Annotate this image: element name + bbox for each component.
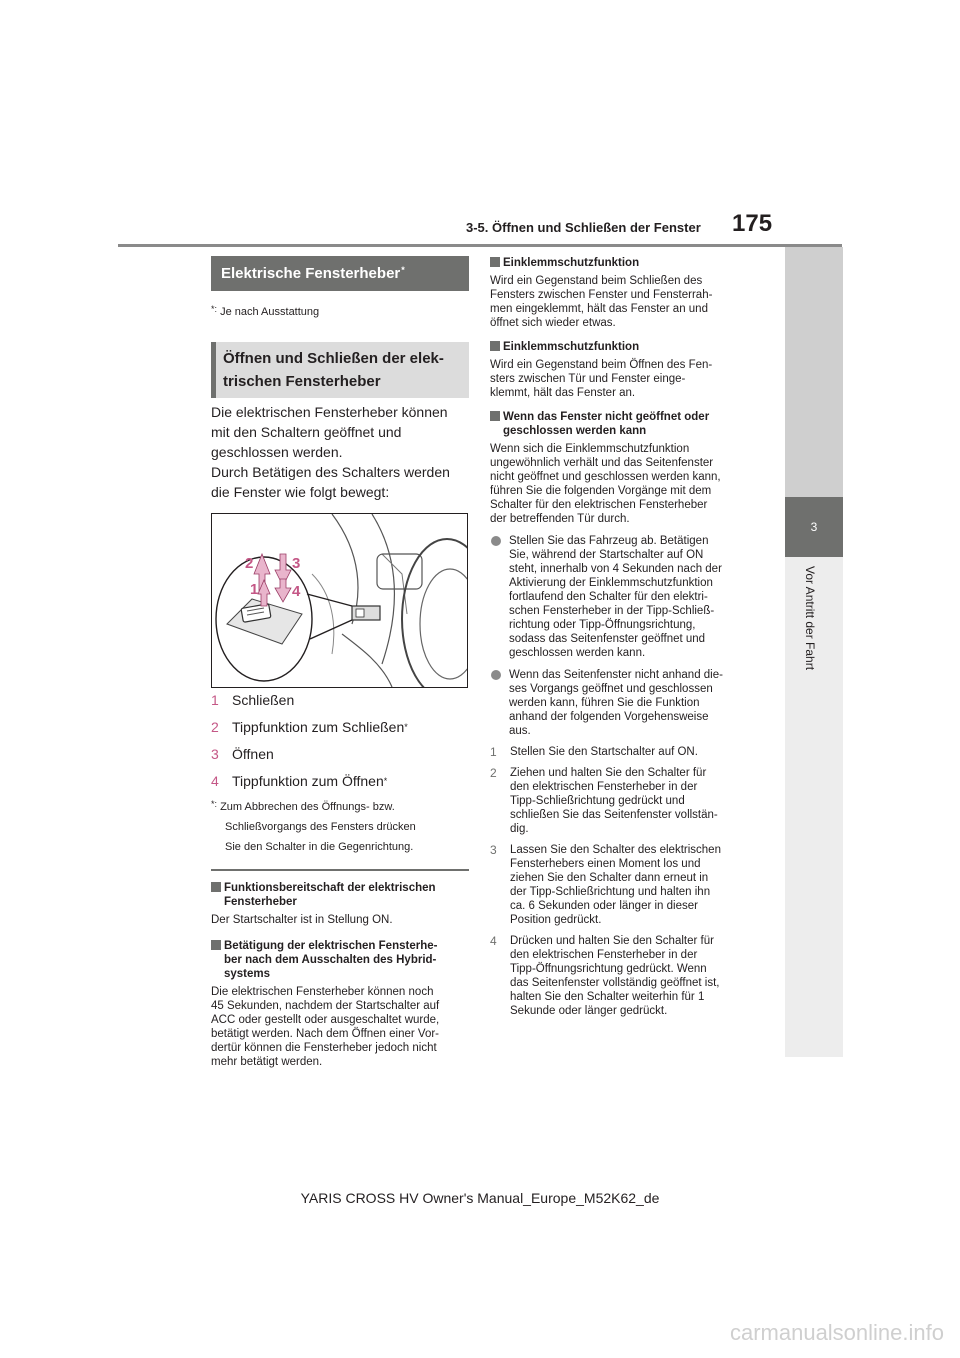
footnote-line: Zum Abbrechen des Öffnungs- bzw. [220,801,395,813]
info-heading-line: Betätigung der elektrischen Fensterhe- [224,940,438,952]
bullet-line: ses Vorgangs geöffnet und geschlossen [509,683,713,695]
info-body-line: der betreffenden Tür durch. [490,513,630,525]
step-number: 1 [211,692,219,708]
page-footer: YARIS CROSS HV Owner's Manual_Europe_M52K62_de [300,1190,660,1206]
numbered-step-line: Lassen Sie den Schalter des elektrischen [510,844,721,856]
bullet-line: Aktivierung der Einklemmschutzfunktion [509,577,713,589]
numbered-step-line: den elektrischen Fensterheber in der [510,781,698,793]
window-switch-illustration [211,513,468,688]
bullet-item [490,534,750,660]
info-body [490,442,750,526]
info-heading [490,256,750,270]
intro-line: mit den Schaltern geöffnet und [211,424,402,440]
availability-note [211,306,319,318]
numbered-step-line: ca. 6 Sekunden oder länger in dieser [510,900,698,912]
step-text: Tippfunktion zum Öffnen [232,773,384,789]
intro-line: die Fenster wie folgt bewegt: [211,484,390,500]
step-item [211,719,471,746]
numbered-step-line: Drücken und halten Sie den Schalter für [510,935,714,947]
info-heading [490,410,750,438]
info-block [490,410,750,526]
bullet-line: schen Fensterheber in der Tipp-Schließ- [509,605,715,617]
intro-line: geschlossen werden. [211,444,343,460]
right-column [490,256,750,1018]
numbered-step-line: den elektrischen Fensterheber in der [510,949,698,961]
info-body-line: Wird ein Gegenstand beim Öffnen des Fen- [490,359,713,371]
section-title: 3-5. Öffnen und Schließen der Fenster [466,220,701,235]
bullet-line: richtung oder Tipp-Öffnungsrichtung, [509,619,696,631]
info-body-line: sters zwischen Tür und Fenster einge- [490,373,686,385]
info-body-line: ACC oder gestellt oder ausgeschaltet wurde, [211,1014,440,1026]
info-body-line: Wird ein Gegenstand beim Schließen des [490,275,703,287]
side-strip-top [785,247,843,497]
bullet-line: werden kann, führen Sie die Funktion [509,697,700,709]
footnote [211,797,471,857]
step-number: 3 [211,746,219,762]
intro-line: Die elektrischen Fensterheber können [211,404,448,420]
chapter-number: 3 [810,520,818,534]
numbered-step [490,843,750,927]
footnote-line: Schließvorgangs des Fensters drücken [225,821,416,833]
main-heading [211,256,469,291]
numbered-step-number: 2 [490,766,497,780]
info-body-line: öffnet sich wieder etwas. [490,317,616,329]
info-heading-line: Einklemmschutzfunktion [503,257,640,269]
info-heading [211,881,469,909]
left-info-blocks [211,881,469,1079]
info-body-line: Der Startschalter ist in Stellung ON. [211,914,393,926]
info-heading [211,939,469,981]
footnote-line: Sie den Schalter in die Gegenrichtung. [225,841,414,853]
step-list [211,692,471,800]
chapter-tab[interactable] [785,497,843,557]
bullet-item [490,668,750,738]
step-mark: * [404,722,408,732]
chapter-label: Vor Antritt der Fahrt [803,566,817,671]
header-rule [118,244,842,247]
figure-label-4: 4 [292,583,301,600]
bullet-line: sodass das Seitenfenster geöffnet und [509,633,706,645]
page-number: 175 [732,210,773,237]
illustration-svg [212,514,467,687]
numbered-step-line: Tipp-Schließrichtung gedrückt und [510,795,685,807]
figure-label-3: 3 [292,555,301,572]
square-bullet-icon [211,882,221,892]
numbered-step [490,766,750,836]
info-body-line: men eingeklemmt, hält das Fenster an und [490,303,708,315]
info-body-line: betätigt werden. Nach dem Öffnen einer Vor- [211,1028,440,1040]
bullet-line: anhand der folgenden Vorgehensweise [509,711,709,723]
watermark: carmanualsonline.info [729,1320,944,1345]
info-block [490,340,750,400]
info-body-line: Wenn sich die Einklemmschutzfunktion [490,443,690,455]
numbered-step-line: dig. [510,823,529,835]
bullet-line: Wenn das Seitenfenster nicht anhand die- [509,669,723,681]
info-body-line: dertür können die Fensterheber jedoch nicht [211,1042,437,1054]
bullet-line: steht, innerhalb von 4 Sekunden nach der [509,563,722,575]
square-bullet-icon [211,940,221,950]
step-number: 2 [211,719,219,735]
info-body-line: 45 Sekunden, nachdem der Startschalter auf [211,1000,440,1012]
circle-bullet-icon [491,670,501,680]
info-body [211,985,469,1069]
figure-label-1: 1 [250,581,259,598]
numbered-step-line: Position gedrückt. [510,914,602,926]
main-heading-text: Elektrische Fensterheber [221,265,401,282]
info-body-line: ungewöhnlich verhält und das Seitenfenster [490,457,714,469]
numbered-step [490,934,750,1018]
info-body-line: Die elektrischen Fensterheber können noch [211,986,434,998]
numbered-step-line: halten Sie den Schalter weiterhin für 1 [510,991,705,1003]
square-bullet-icon [490,341,500,351]
sub-heading [211,342,469,398]
sub-heading-line2: trischen Fensterheber [223,373,381,390]
intro-line: Durch Betätigen des Schalters werden [211,464,450,480]
main-heading-mark: * [401,264,405,275]
info-body-line: Fensters zwischen Fenster und Fensterrah- [490,289,713,301]
info-heading [490,340,750,354]
info-heading-line: geschlossen werden kann [503,425,647,437]
numbered-step-line: der Tipp-Schließrichtung und halten ihn [510,886,711,898]
bullet-line: Stellen Sie das Fahrzeug ab. Betätigen [509,535,709,547]
info-body [490,274,750,330]
numbered-step-number: 4 [490,934,497,948]
step-item [211,773,471,800]
info-heading-line: systems [224,968,271,980]
section-divider [211,869,469,871]
numbered-step-line: Sekunde oder länger gedrückt. [510,1005,668,1017]
info-body [211,913,469,927]
step-text: Öffnen [232,746,274,762]
availability-note-mark: *: [211,304,218,314]
info-body-line: Schalter für den elektrischen Fensterheber [490,499,708,511]
intro-text [211,402,471,502]
info-heading-line: Fensterheber [224,896,297,908]
numbered-step-line: Ziehen und halten Sie den Schalter für [510,767,707,779]
square-bullet-icon [490,257,500,267]
numbered-step-number: 3 [490,843,497,857]
step-number: 4 [211,773,219,789]
info-block [211,881,469,927]
step-text: Tippfunktion zum Schließen [232,719,405,735]
info-body-line: führen Sie die folgenden Vorgänge mit dem [490,485,712,497]
step-item [211,746,471,773]
numbered-step-line: Stellen Sie den Startschalter auf ON. [510,746,698,758]
bullet-line: geschlossen werden kann. [509,647,646,659]
info-heading-line: ber nach dem Ausschalten des Hybrid- [224,954,437,966]
info-heading-line: Wenn das Fenster nicht geöffnet oder [503,411,710,423]
info-body-line: nicht geöffnet und geschlossen werden kann, [490,471,721,483]
bullet-line: fortlaufend den Schalter für den elektri- [509,591,708,603]
numbered-step-line: Tipp-Öffnungsrichtung gedrückt. Wenn [510,963,707,975]
bullet-line: Sie, während der Startschalter auf ON [509,549,704,561]
square-bullet-icon [490,411,500,421]
info-heading-line: Einklemmschutzfunktion [503,341,640,353]
chapter-label-wrap [803,566,817,670]
bullet-line: aus. [509,725,531,737]
availability-note-text: Je nach Ausstattung [220,306,320,318]
sub-heading-line1: Öffnen und Schließen der elek- [223,350,444,367]
figure-label-2: 2 [245,555,254,572]
info-block [211,939,469,1069]
numbered-step-line: Fensterhebers einen Moment los und [510,858,701,870]
numbered-step-line: schließen Sie das Seitenfenster vollstän- [510,809,718,821]
numbered-step [490,745,750,759]
step-text: Schließen [232,692,295,708]
footnote-mark: *: [211,799,218,809]
numbered-step-line: ziehen Sie den Schalter dann erneut in [510,872,709,884]
info-block [490,256,750,330]
info-heading-line: Funktionsbereitschaft der elektrischen [224,882,436,894]
step-item [211,692,471,719]
step-mark: * [383,776,388,786]
info-body-line: mehr betätigt werden. [211,1056,323,1068]
info-body [490,358,750,400]
circle-bullet-icon [491,536,501,546]
numbered-step-line: das Seitenfenster vollständig geöffnet ist, [510,977,720,989]
info-body-line: klemmt, hält das Fenster an. [490,387,636,399]
numbered-step-number: 1 [490,745,497,759]
